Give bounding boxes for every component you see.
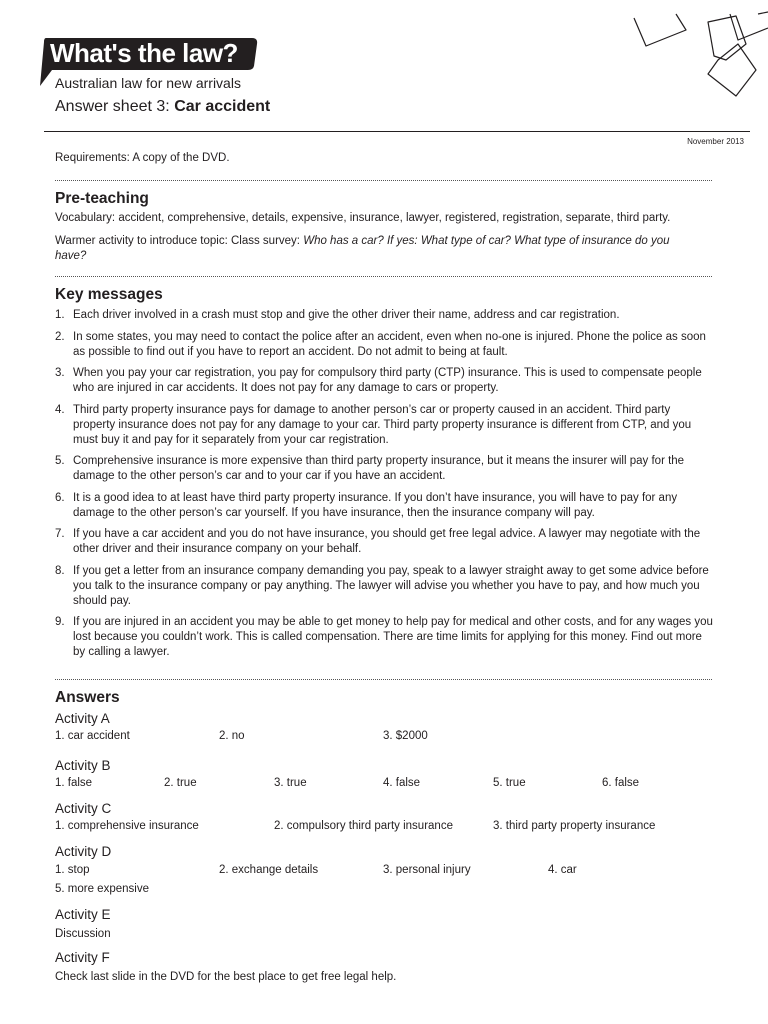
requirements <box>55 152 230 164</box>
answer-item: 5. true <box>493 777 526 789</box>
answer-item: 1. car accident <box>55 730 130 742</box>
section-divider <box>55 180 712 181</box>
answer-item: 3. true <box>274 777 307 789</box>
vocabulary-text: accident, comprehensive, details, expensive, insurance, lawyer, registered, registration, separate, third party. <box>118 212 671 224</box>
answer-item: 1. stop <box>55 864 90 876</box>
list-item <box>55 330 715 360</box>
key-messages-heading: Key messages <box>55 286 163 303</box>
header-divider <box>44 131 750 132</box>
pre-teaching-heading: Pre-teaching <box>55 190 149 207</box>
key-messages-list <box>55 308 715 667</box>
activity-b-heading: Activity B <box>55 758 111 773</box>
item-text: Each driver involved in a crash must stop and give the other driver their name, address and car registration. <box>73 309 620 321</box>
warmer-text: Class survey: <box>230 235 301 247</box>
list-item <box>55 366 715 396</box>
answer-item: 4. false <box>383 777 421 789</box>
list-item <box>55 527 715 557</box>
answer-item: 1. false <box>55 777 93 789</box>
answer-item: 5. more expensive <box>55 883 149 895</box>
item-text: It is a good idea to at least have third party property insurance. If you don’t have insurance, you will have to pay for any damage to the other person’s car yourself. If you have insurance, then the insurance company will pay. <box>73 491 678 519</box>
warmer-label: Warmer activity to introduce topic: <box>55 235 228 247</box>
answer-item: Discussion <box>55 928 111 940</box>
answer-item: 6. false <box>602 777 640 789</box>
item-text: If you have a car accident and you do not have insurance, you should get free legal advice. A lawyer may negotiate with the other driver and their insurance company on your behalf. <box>73 528 701 555</box>
warmer-questions: Who has a car? If yes: What type of car? What type of insurance do you have? <box>55 235 670 262</box>
brand-subtitle: Australian law for new arrivals <box>55 75 241 91</box>
warmer-activity <box>55 234 675 264</box>
answer-item: 3. third party property insurance <box>493 820 656 832</box>
item-text: When you pay your car registration, you pay for compulsory third party (CTP) insurance. This is used to compensate people who are injured in car accidents. It does not pay for any damage to cars or property. <box>73 367 702 394</box>
item-number: 6. <box>55 491 65 504</box>
list-item <box>55 308 715 323</box>
answer-item: 4. car <box>548 864 577 876</box>
activity-c-heading: Activity C <box>55 801 112 816</box>
list-item <box>55 454 715 484</box>
requirements-text: A copy of the DVD. <box>132 152 230 164</box>
list-item <box>55 615 715 660</box>
vocabulary-label: Vocabulary: <box>55 212 116 224</box>
item-number: 3. <box>55 367 65 379</box>
publish-date: November 2013 <box>687 137 744 146</box>
vocabulary <box>55 211 710 226</box>
item-text: Third party property insurance pays for damage to another person’s car or property caused in an accident. Third party property insurance does not pay for any damage to your car. Third party property insurance is different from CTP, and you must buy it and pay for it separately from your car registration. <box>73 403 692 446</box>
logo-text: What's the law? <box>50 38 238 68</box>
item-number: 7. <box>55 528 65 540</box>
list-item <box>55 491 715 521</box>
page-title <box>55 98 270 116</box>
item-text: If you get a letter from an insurance company demanding you pay, speak to a lawyer straight away to get some advice before you talk to the insurance company or pay anything. The lawyer will advise you whether you have to pay, and how much you should pay. <box>73 564 709 607</box>
answers-heading: Answers <box>55 689 120 706</box>
answer-item: 1. comprehensive insurance <box>55 820 199 832</box>
sheet-title: Car accident <box>174 98 271 115</box>
decorative-squares <box>568 0 768 100</box>
section-divider <box>55 679 712 680</box>
item-number: 1. <box>55 309 65 321</box>
answer-item: 2. true <box>164 777 197 789</box>
item-number: 8. <box>55 564 65 577</box>
answer-item: Check last slide in the DVD for the best place to get free legal help. <box>55 971 397 983</box>
activity-d-heading: Activity D <box>55 844 112 859</box>
item-text: Comprehensive insurance is more expensive than third party property insurance, but it means the insurer will pay for the damage to the other person’s car and to your car if you have an accident. <box>73 455 685 482</box>
item-number: 4. <box>55 403 65 416</box>
list-item <box>55 403 715 448</box>
item-number: 5. <box>55 455 65 467</box>
item-text: In some states, you may need to contact the police after an accident, even when no-one is injured. Phone the police as soon as possible to find out if you have to report an accident. Do not admit to being at fault. <box>73 330 706 358</box>
activity-e-heading: Activity E <box>55 907 111 922</box>
item-number: 2. <box>55 330 65 343</box>
requirements-label: Requirements: <box>55 152 130 164</box>
activity-f-heading: Activity F <box>55 950 110 965</box>
answer-item: 2. exchange details <box>219 864 319 876</box>
answer-item: 2. compulsory third party insurance <box>274 820 453 832</box>
answer-item: 2. no <box>219 730 245 742</box>
answer-item: 3. personal injury <box>383 864 471 876</box>
item-number: 9. <box>55 616 65 628</box>
list-item <box>55 564 715 609</box>
answer-item: 3. $2000 <box>383 730 428 742</box>
activity-a-heading: Activity A <box>55 711 110 726</box>
sheet-prefix: Answer sheet 3: <box>55 98 170 115</box>
item-text: If you are injured in an accident you may be able to get money to help pay for medical and other costs, and for any wages you lost because you couldn’t work. This is called compensation. There are time limits for applying for this money. Find out more by calling a lawyer. <box>73 616 713 658</box>
section-divider <box>55 276 712 277</box>
